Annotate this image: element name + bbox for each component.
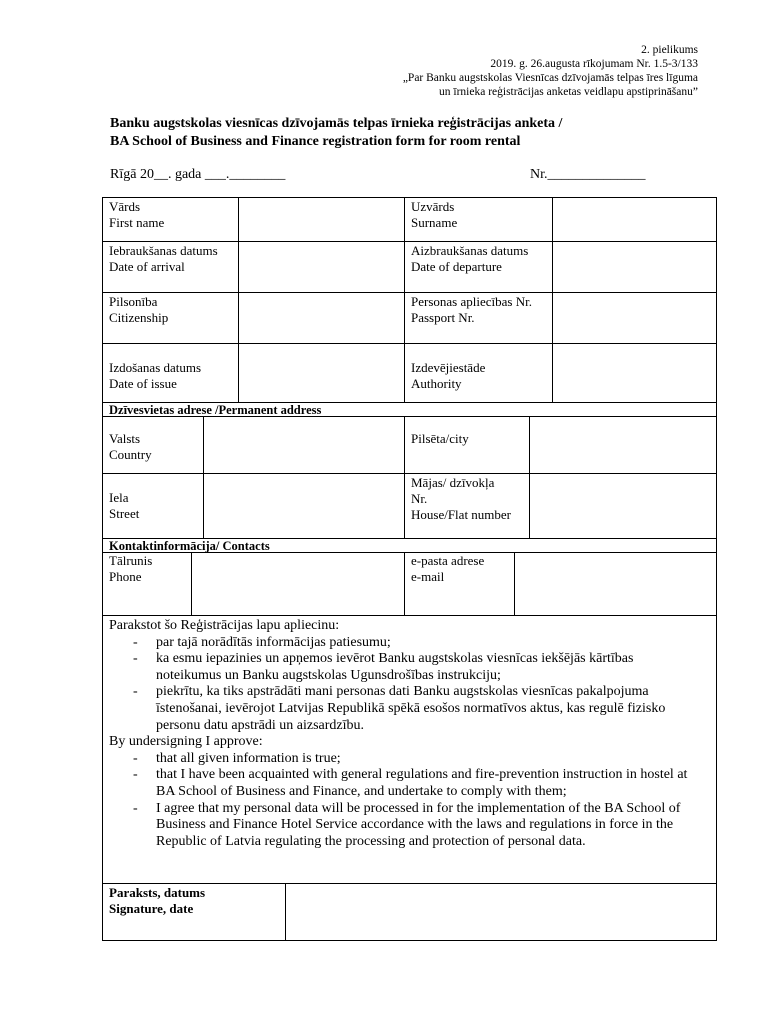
city-field[interactable]: [529, 417, 716, 474]
country-label: Valsts Country: [109, 431, 152, 462]
declaration-intro-lv: Parakstot šo Reģistrācijas lapu apliecinu:: [109, 618, 340, 633]
passport-field[interactable]: [552, 293, 716, 344]
signature-field[interactable]: [285, 884, 716, 940]
departure-label: Aizbraukšanas datums Date of departure: [404, 242, 552, 293]
declaration-item: - that I have been acquainted with general regulations and fire-prevention instruction in hostel at BA School of Business and Finance, and undertake to comply with them;: [109, 767, 696, 800]
passport-label: Personas apliecības Nr. Passport Nr.: [404, 293, 552, 344]
address-section-header: [103, 402, 716, 417]
contacts-section-header: [103, 538, 716, 553]
arrival-label: Iebraukšanas datums Date of arrival: [109, 243, 218, 274]
departure-field[interactable]: [552, 242, 716, 293]
country-field[interactable]: [203, 417, 404, 474]
contacts-section-title: Kontaktinformācija/ Contacts: [109, 539, 270, 553]
header-line: „Par Banku augstskolas Viesnīcas dzīvojamās telpas īres līguma: [402, 72, 698, 84]
registration-form-table: [102, 197, 717, 941]
title-line-lv: Banku augstskolas viesnīcas dzīvojamās telpas īrnieka reģistrācijas anketa /: [110, 116, 563, 131]
surname-label: Uzvārds Surname: [404, 198, 552, 241]
issue-date-field[interactable]: [238, 344, 404, 403]
declaration-item: - piekrītu, ka tiks apstrādāti mani personas dati Banku augstskolas viesnīcas pakalpojuma īstenošanai, ievērojot Latvijas Republikā spēkā esošos normatīvos aktus, kas regulē fizisko personu datu apstrādi un aizsardzību.: [109, 684, 696, 734]
header-line: 2019. g. 26.augusta rīkojumam Nr. 1.5-3/133: [490, 58, 698, 70]
form-number-line: Nr.______________: [530, 167, 646, 182]
house-label: Mājas/ dzīvokļa Nr. House/Flat number: [404, 474, 529, 539]
authority-label: Izdevējiestāde Authority: [404, 344, 552, 403]
first-name-field[interactable]: [238, 198, 404, 241]
email-field[interactable]: [514, 553, 716, 616]
header-line: 2. pielikums: [641, 44, 698, 56]
first-name-label: Vārds First name: [109, 199, 165, 230]
declaration-section: [103, 615, 716, 884]
declaration-list-lv: [109, 635, 696, 735]
declaration-intro-en: By undersigning I approve:: [109, 734, 263, 750]
place-date-line: Rīgā 20__. gada ___.________: [110, 167, 286, 182]
dates-row: [103, 241, 716, 293]
address-section-title: Dzīvesvietas adrese /Permanent address: [109, 403, 322, 417]
street-field[interactable]: [203, 474, 404, 539]
citizenship-field[interactable]: [238, 293, 404, 344]
street-label: Iela Street: [109, 490, 140, 521]
declaration-item: - par tajā norādītās informācijas patiesumu;: [109, 635, 696, 652]
title-line-en: BA School of Business and Finance registration form for room rental: [110, 134, 521, 149]
country-row: [103, 416, 716, 474]
email-label: e-pasta adrese e-mail: [404, 553, 514, 616]
city-label: Pilsēta/city: [404, 417, 529, 474]
issue-row: [103, 343, 716, 403]
header-line: un īrnieka reģistrācijas anketas veidlapu apstiprināšanu”: [439, 86, 698, 98]
declaration-list-en: [109, 751, 696, 851]
house-field[interactable]: [529, 474, 716, 539]
issue-date-label: Izdošanas datums Date of issue: [109, 360, 202, 391]
contacts-row: [103, 552, 716, 616]
phone-label: Tālrunis Phone: [109, 553, 153, 584]
authority-field[interactable]: [552, 344, 716, 403]
street-row: [103, 473, 716, 539]
document-header: [403, 43, 698, 99]
surname-field[interactable]: [552, 198, 716, 241]
arrival-field[interactable]: [238, 242, 404, 293]
name-row: [103, 198, 716, 241]
declaration-item: - that all given information is true;: [109, 751, 696, 768]
declaration-item: - ka esmu iepazinies un apņemos ievērot Banku augstskolas viesnīcas iekšējās kārtības noteikumus un Banku augstskolas Ugunsdrošības instrukciju;: [109, 651, 696, 684]
citizenship-row: [103, 292, 716, 344]
declaration-text: [109, 618, 696, 850]
declaration-item: - I agree that my personal data will be processed in for the implementation of the BA School of Business and Finance Hotel Service accordance with the laws and regulations in force in the Republic of Latvia regulating the processing and protection of personal data.: [109, 801, 696, 851]
citizenship-label: Pilsonība Citizenship: [109, 294, 169, 325]
signature-label: Paraksts, datums Signature, date: [109, 885, 206, 916]
phone-field[interactable]: [191, 553, 404, 616]
signature-row: [103, 883, 716, 940]
form-title: [110, 115, 562, 151]
